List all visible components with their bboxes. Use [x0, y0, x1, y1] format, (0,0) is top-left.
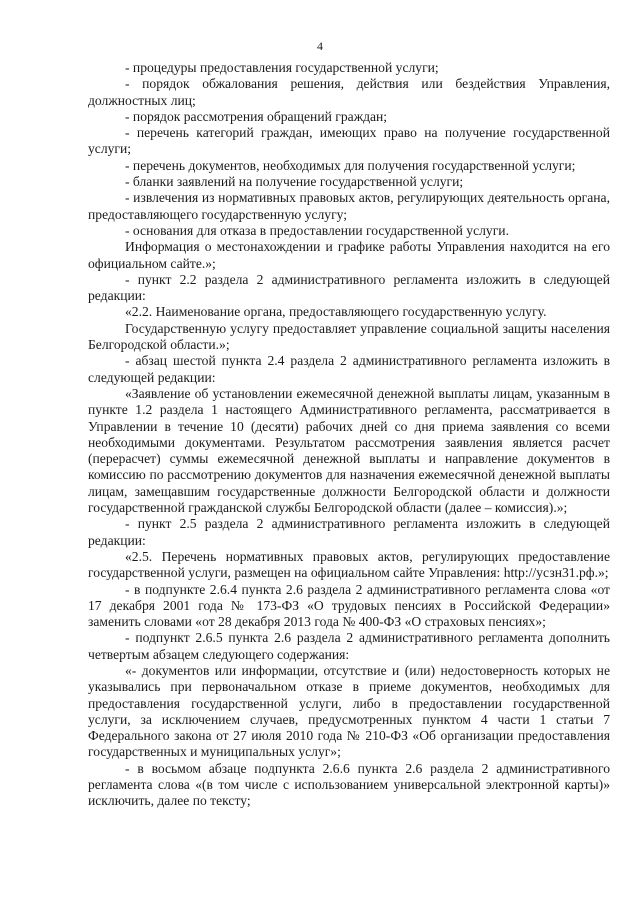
paragraph: - подпункт 2.6.5 пункта 2.6 раздела 2 административного регламента дополнить четвертым абзацем следующего содержания: [88, 630, 610, 662]
paragraph: «Заявление об установлении ежемесячной денежной выплаты лицам, указанным в пункте 1.2 раздела 1 настоящего Административного регламента, рассматривается в Управлении в течение 10 (десяти) рабочих дней со дня приема заявления со всеми необходимыми документами. Результатом рассмотрения заявления является расчет (перерасчет) суммы ежемесячной денежной выплаты и направление документов в комиссию по рассмотрению документов для назначения ежемесячной денежной выплаты лицам, замещавшим государственные должности Белгородской области и должности государственной гражданской службы Белгородской области (далее – комиссия).»; [88, 385, 610, 516]
paragraph: - абзац шестой пункта 2.4 раздела 2 административного регламента изложить в следующей редакции: [88, 353, 610, 385]
paragraph: «2.2. Наименование органа, предоставляющего государственную услугу. [125, 304, 547, 320]
paragraph: - перечень категорий граждан, имеющих право на получение государственной услуги; [88, 125, 610, 157]
paragraph: - пункт 2.2 раздела 2 административного регламента изложить в следующей редакции: [88, 271, 610, 304]
paragraph: - перечень документов, необходимых для получения государственной услуги; [125, 157, 576, 173]
paragraph: - процедуры предоставления государственной услуги; [125, 60, 439, 75]
paragraph: «2.5. Перечень нормативных правовых актов, регулирующих предоставление государственной услуги, размещен на официальном сайте Управления: http://усзн31.рф.»; [88, 548, 610, 581]
paragraph: - извлечения из нормативных правовых актов, регулирующих деятельность органа, предоставляющего государственную услугу; [88, 190, 610, 222]
paragraph: Информация о местонахождении и графике работы Управления находится на его официальном сайте.»; [88, 239, 610, 271]
paragraph: - основания для отказа в предоставлении государственной услуги. [125, 222, 509, 238]
paragraph: Государственную услугу предоставляет управление социальной защиты населения Белгородской области.»; [88, 320, 610, 353]
paragraph: - порядок обжалования решения, действия или бездействия Управления, должностных лиц; [88, 76, 610, 108]
paragraph: - в подпункте 2.6.4 пункта 2.6 раздела 2 административного регламента слова «от 17 декабря 2001 года № 173-ФЗ «О трудовых пенсиях в Российской Федерации» заменить словами «от 28 декабря 2013 года № 400-ФЗ «О страховых пенсиях»; [88, 581, 610, 630]
paragraph: - в восьмом абзаце подпункта 2.6.6 пункта 2.6 раздела 2 административного регламента слова «(в том числе с использованием универсальной электронной карты)» исключить, далее по тексту; [88, 760, 610, 809]
paragraph: - порядок рассмотрения обращений граждан; [125, 108, 388, 124]
document-body [88, 60, 610, 810]
paragraph: - бланки заявлений на получение государственной услуги; [125, 174, 464, 190]
page-number: 4 [317, 39, 323, 53]
paragraph: «- документов или информации, отсутствие и (или) недостоверность которых не указывались при первоначальном отказе в приеме документов, необходимых для предоставления государственной услуги, либо в предоставлении государственной услуги, за исключением случаев, предусмотренных пунктом 4 части 1 статьи 7 Федерального закона от 27 июля 2010 года № 210-ФЗ «Об организации предоставления государственных и муниципальных услуг»; [88, 662, 610, 760]
paragraph: - пункт 2.5 раздела 2 административного регламента изложить в следующей редакции: [88, 516, 610, 548]
